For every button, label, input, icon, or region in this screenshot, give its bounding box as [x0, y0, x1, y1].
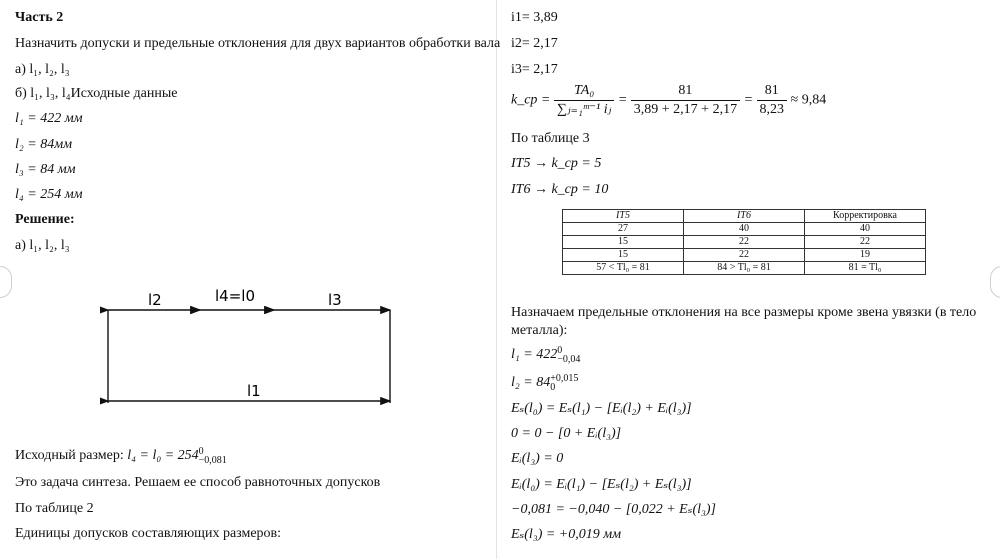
- table-cell: 15: [563, 249, 684, 262]
- kcp-frac3-num: 81: [757, 82, 788, 101]
- equation-4: Eᵢ(l₀) = Eᵢ(l₁) − [Eₛ(l₂) + Eₛ(l₃)]: [511, 477, 692, 492]
- header-correction: Корректировка: [805, 210, 926, 223]
- label-l1: l1: [247, 382, 261, 400]
- deviation-l2-base: l₂ = 84: [511, 375, 551, 390]
- table-row: [563, 262, 926, 275]
- table-cell: 15: [563, 236, 684, 249]
- table-cell: 81 = Tl₀: [805, 262, 926, 275]
- part-heading: Часть 2: [15, 10, 64, 25]
- table-cell: 40: [805, 223, 926, 236]
- kcp-frac1-num: TA₀: [554, 82, 614, 101]
- table-cell: 27: [563, 223, 684, 236]
- source-size: [15, 447, 227, 465]
- kcp-frac1: [554, 82, 614, 119]
- header-it6: IT6: [684, 210, 805, 223]
- table-cell: 22: [684, 236, 805, 249]
- page-divider: [496, 0, 497, 559]
- given-l3: l₃ = 84 мм: [15, 162, 76, 177]
- initial-data-label: Исходные данные: [70, 86, 178, 101]
- i2-value: i2= 2,17: [511, 36, 558, 51]
- given-l1: l₁ = 422 мм: [15, 111, 83, 126]
- given-l4: l₄ = 254 мм: [15, 187, 83, 202]
- prev-page-button[interactable]: [0, 266, 12, 298]
- it6-line: IT6 → k_cp = 10: [511, 182, 609, 197]
- assign-text-line1: Назначаем предельные отклонения на все размеры кроме звена увязки (в тело: [511, 305, 977, 320]
- variant-a: а) l₁, l₂, l₃: [15, 62, 70, 77]
- table-cell: 57 < Tl₀ = 81: [563, 262, 684, 275]
- table-header-row: [563, 210, 926, 223]
- kcp-lhs: k_cp =: [511, 92, 551, 108]
- deviation-l2-upper: +0,015: [550, 373, 579, 384]
- kcp-frac1-den: ∑ⱼ₌₁ᵐ⁻¹ iⱼ: [556, 102, 612, 117]
- i1-value: i1= 3,89: [511, 10, 558, 25]
- table-cell: 22: [684, 249, 805, 262]
- solution-variant: а) l₁, l₂, l₃: [15, 238, 70, 253]
- equation-2: 0 = 0 − [0 + Eᵢ(l₃)]: [511, 426, 622, 441]
- variant-b-label: б) l₁, l₃, l₄: [15, 86, 71, 101]
- table-cell: 84 > Tl₀ = 81: [684, 262, 805, 275]
- source-size-formula: l₄ = l₀ = 254: [127, 448, 199, 463]
- deviation-l1: [511, 346, 580, 364]
- kcp-result: ≈ 9,84: [790, 92, 827, 108]
- synthesis-text: Это задача синтеза. Решаем ее способ равноточных допусков: [15, 475, 381, 490]
- source-size-upper: 0: [198, 446, 204, 457]
- dimension-chain-diagram: [100, 285, 400, 415]
- table2-ref: По таблице 2: [15, 501, 94, 516]
- deviation-l1-upper: 0: [557, 345, 563, 356]
- solution-heading: Решение:: [15, 212, 75, 227]
- source-size-lower: −0,081: [198, 455, 227, 466]
- equation-6: Eₛ(l₃) = +0,019 мм: [511, 527, 622, 542]
- kcp-frac2-num: 81: [631, 82, 740, 101]
- table-row: [563, 223, 926, 236]
- kcp-frac3-den: 8,23: [759, 102, 785, 117]
- table-cell: 22: [805, 236, 926, 249]
- table-cell: 40: [684, 223, 805, 236]
- table-row: [563, 249, 926, 262]
- deviation-l1-lower: −0,04: [557, 354, 581, 365]
- kcp-formula: k_cp = $\frac{\text{TA₀}}{\text{∑ⱼ₌₁ᵐ⁻¹ iⱼ}}$ = $\frac{81}{3,89 + 2,17 + 2,17}$ = $\frac{81}{8,23}$ ≈ 9,84: [511, 83, 827, 117]
- source-size-label: Исходный размер:: [15, 448, 124, 463]
- label-l4: l4=l0: [215, 287, 255, 305]
- it5-line: IT5 → k_cp = 5: [511, 156, 602, 171]
- units-text: Единицы допусков составляющих размеров:: [15, 526, 282, 541]
- equation-3: Eᵢ(l₃) = 0: [511, 451, 564, 466]
- equation-5: −0,081 = −0,040 − [0,022 + Eₛ(l₃)]: [511, 502, 716, 517]
- table-cell: 19: [805, 249, 926, 262]
- kcp-frac2-den: 3,89 + 2,17 + 2,17: [633, 102, 738, 117]
- given-l2: l₂ = 84мм: [15, 137, 73, 152]
- label-l3: l3: [328, 291, 342, 309]
- kcp-frac2: [631, 82, 740, 119]
- variant-b: [15, 85, 178, 103]
- header-it5: IT5: [563, 210, 684, 223]
- task-text: Назначить допуски и предельные отклонения для двух вариантов обработки вала: [15, 36, 501, 51]
- next-page-button[interactable]: [990, 266, 1000, 298]
- assign-text-line2: металла):: [511, 323, 568, 338]
- table3-ref: По таблице 3: [511, 131, 590, 146]
- kcp-frac3: [757, 82, 788, 119]
- deviation-l2: [511, 374, 578, 392]
- deviation-l1-base: l₁ = 422: [511, 347, 558, 362]
- label-l2: l2: [148, 291, 162, 309]
- table-row: [563, 236, 926, 249]
- i3-value: i3= 2,17: [511, 62, 558, 77]
- equation-1: Eₛ(l₀) = Eₛ(l₁) − [Eᵢ(l₂) + Eᵢ(l₃)]: [511, 401, 692, 416]
- deviation-l2-lower: 0: [550, 382, 556, 393]
- tolerance-table: [562, 209, 926, 275]
